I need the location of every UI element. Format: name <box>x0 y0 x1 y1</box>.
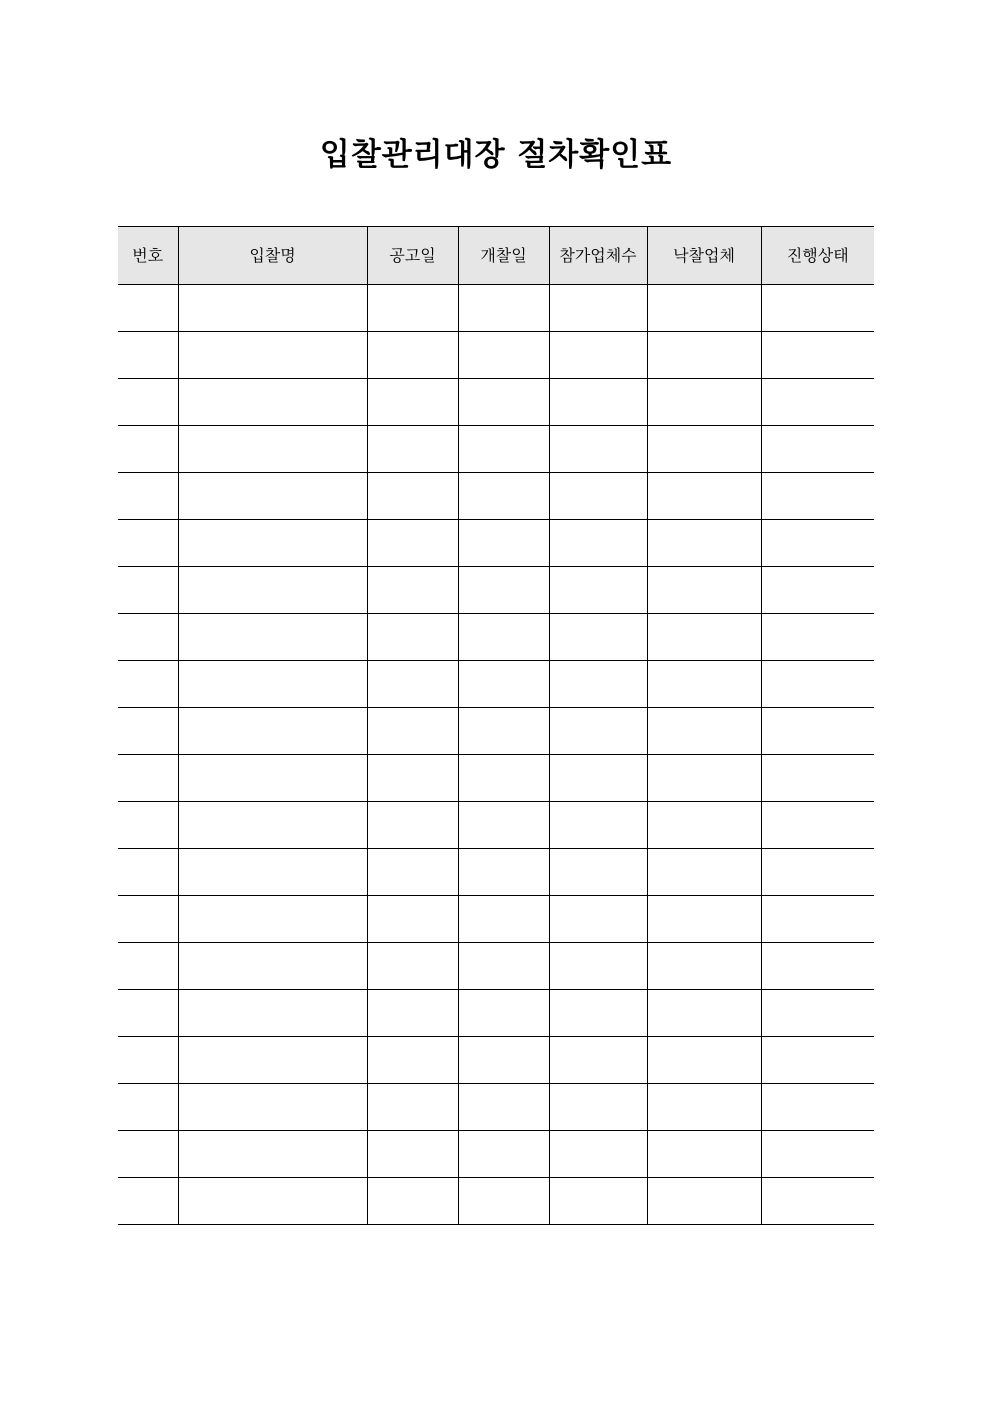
table-row <box>118 755 874 802</box>
cell-progress-status[interactable] <box>761 614 874 661</box>
cell-participant-count[interactable] <box>549 473 647 520</box>
cell-progress-status[interactable] <box>761 332 874 379</box>
cell-winning-company[interactable] <box>647 473 761 520</box>
cell-opening-date[interactable] <box>458 332 549 379</box>
cell-participant-count[interactable] <box>549 990 647 1037</box>
table-row <box>118 990 874 1037</box>
table-row <box>118 379 874 426</box>
cell-number[interactable] <box>118 661 178 708</box>
cell-participant-count[interactable] <box>549 755 647 802</box>
cell-notice-date[interactable] <box>367 849 458 896</box>
cell-number[interactable] <box>118 896 178 943</box>
cell-bid-name[interactable] <box>178 755 367 802</box>
cell-bid-name[interactable] <box>178 614 367 661</box>
cell-opening-date[interactable] <box>458 426 549 473</box>
column-header-bid-name: 입찰명 <box>178 227 367 285</box>
cell-opening-date[interactable] <box>458 1084 549 1131</box>
cell-winning-company[interactable] <box>647 1178 761 1225</box>
cell-notice-date[interactable] <box>367 755 458 802</box>
cell-opening-date[interactable] <box>458 802 549 849</box>
cell-participant-count[interactable] <box>549 896 647 943</box>
cell-opening-date[interactable] <box>458 1178 549 1225</box>
cell-participant-count[interactable] <box>549 802 647 849</box>
cell-number[interactable] <box>118 285 178 332</box>
cell-number[interactable] <box>118 1178 178 1225</box>
cell-notice-date[interactable] <box>367 285 458 332</box>
cell-winning-company[interactable] <box>647 285 761 332</box>
table-row <box>118 567 874 614</box>
cell-number[interactable] <box>118 1037 178 1084</box>
cell-opening-date[interactable] <box>458 990 549 1037</box>
cell-bid-name[interactable] <box>178 567 367 614</box>
cell-number[interactable] <box>118 990 178 1037</box>
cell-notice-date[interactable] <box>367 896 458 943</box>
cell-opening-date[interactable] <box>458 473 549 520</box>
cell-notice-date[interactable] <box>367 661 458 708</box>
column-header-progress-status: 진행상태 <box>761 227 874 285</box>
cell-participant-count[interactable] <box>549 567 647 614</box>
cell-opening-date[interactable] <box>458 896 549 943</box>
cell-progress-status[interactable] <box>761 849 874 896</box>
cell-number[interactable] <box>118 1084 178 1131</box>
table-row <box>118 520 874 567</box>
cell-notice-date[interactable] <box>367 567 458 614</box>
cell-notice-date[interactable] <box>367 990 458 1037</box>
cell-participant-count[interactable] <box>549 661 647 708</box>
cell-notice-date[interactable] <box>367 473 458 520</box>
cell-winning-company[interactable] <box>647 426 761 473</box>
cell-progress-status[interactable] <box>761 379 874 426</box>
cell-winning-company[interactable] <box>647 1084 761 1131</box>
cell-bid-name[interactable] <box>178 896 367 943</box>
cell-notice-date[interactable] <box>367 1084 458 1131</box>
cell-notice-date[interactable] <box>367 520 458 567</box>
table-row <box>118 1084 874 1131</box>
cell-notice-date[interactable] <box>367 379 458 426</box>
cell-bid-name[interactable] <box>178 943 367 990</box>
cell-opening-date[interactable] <box>458 379 549 426</box>
cell-bid-name[interactable] <box>178 473 367 520</box>
cell-bid-name[interactable] <box>178 802 367 849</box>
cell-bid-name[interactable] <box>178 379 367 426</box>
cell-number[interactable] <box>118 849 178 896</box>
cell-bid-name[interactable] <box>178 1037 367 1084</box>
cell-notice-date[interactable] <box>367 943 458 990</box>
cell-winning-company[interactable] <box>647 849 761 896</box>
column-header-winning-company: 낙찰업체 <box>647 227 761 285</box>
cell-number[interactable] <box>118 567 178 614</box>
cell-number[interactable] <box>118 473 178 520</box>
cell-notice-date[interactable] <box>367 614 458 661</box>
column-header-participant-count: 참가업체수 <box>549 227 647 285</box>
cell-winning-company[interactable] <box>647 614 761 661</box>
table-row <box>118 332 874 379</box>
cell-opening-date[interactable] <box>458 285 549 332</box>
cell-number[interactable] <box>118 426 178 473</box>
column-header-number: 번호 <box>118 227 178 285</box>
table-row <box>118 849 874 896</box>
cell-bid-name[interactable] <box>178 332 367 379</box>
cell-number[interactable] <box>118 755 178 802</box>
cell-bid-name[interactable] <box>178 849 367 896</box>
cell-participant-count[interactable] <box>549 1037 647 1084</box>
cell-winning-company[interactable] <box>647 1037 761 1084</box>
cell-bid-name[interactable] <box>178 661 367 708</box>
cell-participant-count[interactable] <box>549 614 647 661</box>
cell-participant-count[interactable] <box>549 1084 647 1131</box>
cell-number[interactable] <box>118 332 178 379</box>
table-row <box>118 708 874 755</box>
table-row <box>118 1131 874 1178</box>
column-header-opening-date: 개찰일 <box>458 227 549 285</box>
cell-participant-count[interactable] <box>549 1131 647 1178</box>
cell-progress-status[interactable] <box>761 1131 874 1178</box>
table-row <box>118 896 874 943</box>
table-row <box>118 614 874 661</box>
cell-winning-company[interactable] <box>647 802 761 849</box>
cell-opening-date[interactable] <box>458 614 549 661</box>
cell-number[interactable] <box>118 379 178 426</box>
cell-winning-company[interactable] <box>647 990 761 1037</box>
cell-opening-date[interactable] <box>458 849 549 896</box>
cell-opening-date[interactable] <box>458 1037 549 1084</box>
cell-participant-count[interactable] <box>549 943 647 990</box>
cell-progress-status[interactable] <box>761 943 874 990</box>
cell-number[interactable] <box>118 708 178 755</box>
cell-bid-name[interactable] <box>178 1084 367 1131</box>
cell-notice-date[interactable] <box>367 708 458 755</box>
cell-participant-count[interactable] <box>549 708 647 755</box>
table-row <box>118 426 874 473</box>
cell-bid-name[interactable] <box>178 990 367 1037</box>
cell-participant-count[interactable] <box>549 849 647 896</box>
cell-progress-status[interactable] <box>761 1178 874 1225</box>
cell-participant-count[interactable] <box>549 379 647 426</box>
cell-winning-company[interactable] <box>647 520 761 567</box>
cell-winning-company[interactable] <box>647 332 761 379</box>
table-header-row <box>118 227 874 285</box>
cell-participant-count[interactable] <box>549 332 647 379</box>
cell-opening-date[interactable] <box>458 708 549 755</box>
cell-notice-date[interactable] <box>367 1037 458 1084</box>
cell-number[interactable] <box>118 802 178 849</box>
cell-number[interactable] <box>118 943 178 990</box>
cell-progress-status[interactable] <box>761 285 874 332</box>
cell-progress-status[interactable] <box>761 473 874 520</box>
cell-number[interactable] <box>118 1131 178 1178</box>
table-row <box>118 1037 874 1084</box>
cell-progress-status[interactable] <box>761 755 874 802</box>
cell-number[interactable] <box>118 520 178 567</box>
cell-winning-company[interactable] <box>647 708 761 755</box>
cell-progress-status[interactable] <box>761 708 874 755</box>
table-row <box>118 285 874 332</box>
table-row <box>118 661 874 708</box>
cell-opening-date[interactable] <box>458 567 549 614</box>
cell-winning-company[interactable] <box>647 379 761 426</box>
cell-notice-date[interactable] <box>367 1178 458 1225</box>
page-title: 입찰관리대장 절차확인표 <box>319 137 673 173</box>
table-row <box>118 802 874 849</box>
cell-winning-company[interactable] <box>647 896 761 943</box>
cell-progress-status[interactable] <box>761 661 874 708</box>
cell-bid-name[interactable] <box>178 520 367 567</box>
cell-winning-company[interactable] <box>647 1131 761 1178</box>
cell-progress-status[interactable] <box>761 990 874 1037</box>
cell-progress-status[interactable] <box>761 520 874 567</box>
cell-progress-status[interactable] <box>761 802 874 849</box>
cell-participant-count[interactable] <box>549 1178 647 1225</box>
cell-participant-count[interactable] <box>549 285 647 332</box>
cell-bid-name[interactable] <box>178 426 367 473</box>
cell-notice-date[interactable] <box>367 1131 458 1178</box>
cell-winning-company[interactable] <box>647 755 761 802</box>
cell-progress-status[interactable] <box>761 1037 874 1084</box>
table-body <box>118 285 874 1225</box>
cell-number[interactable] <box>118 614 178 661</box>
cell-progress-status[interactable] <box>761 896 874 943</box>
cell-bid-name[interactable] <box>178 285 367 332</box>
column-header-notice-date: 공고일 <box>367 227 458 285</box>
cell-opening-date[interactable] <box>458 755 549 802</box>
cell-winning-company[interactable] <box>647 567 761 614</box>
cell-opening-date[interactable] <box>458 661 549 708</box>
cell-bid-name[interactable] <box>178 1178 367 1225</box>
cell-notice-date[interactable] <box>367 802 458 849</box>
cell-winning-company[interactable] <box>647 943 761 990</box>
cell-bid-name[interactable] <box>178 1131 367 1178</box>
table-row <box>118 943 874 990</box>
cell-participant-count[interactable] <box>549 520 647 567</box>
cell-winning-company[interactable] <box>647 661 761 708</box>
cell-progress-status[interactable] <box>761 567 874 614</box>
bid-ledger-table <box>118 226 874 1225</box>
cell-notice-date[interactable] <box>367 426 458 473</box>
cell-notice-date[interactable] <box>367 332 458 379</box>
table-row <box>118 473 874 520</box>
cell-progress-status[interactable] <box>761 426 874 473</box>
cell-progress-status[interactable] <box>761 1084 874 1131</box>
cell-opening-date[interactable] <box>458 943 549 990</box>
cell-opening-date[interactable] <box>458 520 549 567</box>
cell-participant-count[interactable] <box>549 426 647 473</box>
table-row <box>118 1178 874 1225</box>
cell-opening-date[interactable] <box>458 1131 549 1178</box>
cell-bid-name[interactable] <box>178 708 367 755</box>
